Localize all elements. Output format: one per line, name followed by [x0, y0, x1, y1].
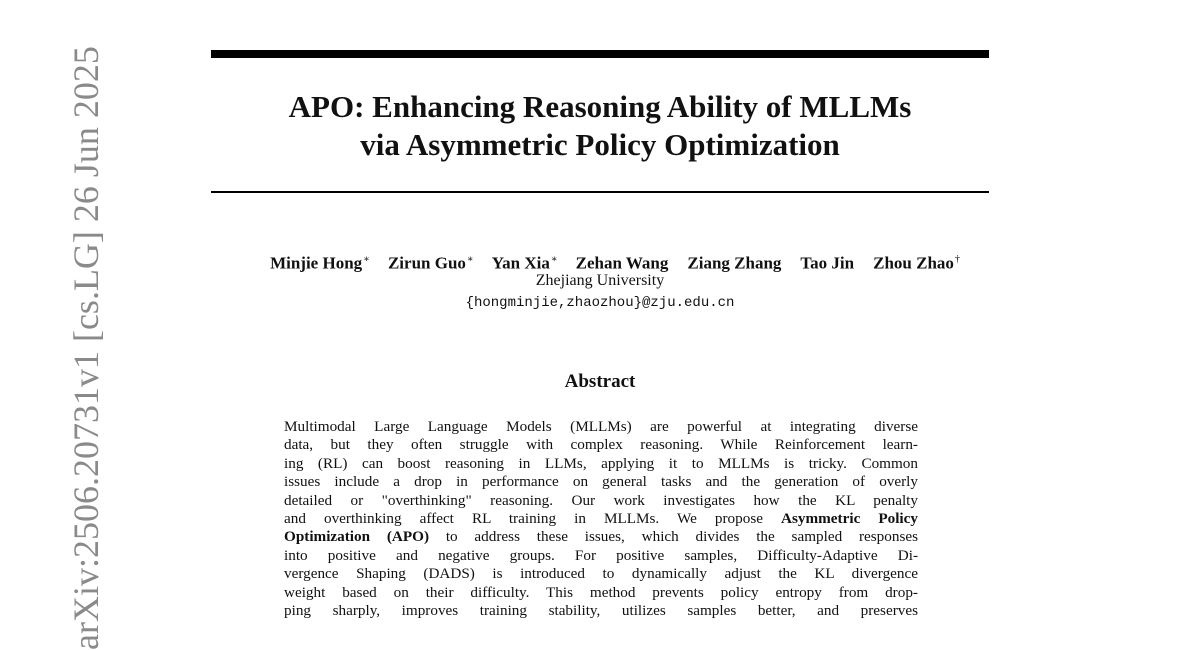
title-top-rule: [211, 50, 989, 58]
abstract-bold-term: Asymmetric Policy: [781, 510, 918, 528]
abstract-text: to address these issues, which divides the sampled responses: [429, 528, 919, 546]
author-mark: †: [954, 254, 960, 265]
abstract-text: into positive and negative groups. For positive samples, Difficulty-Adaptive Di-: [284, 546, 918, 564]
abstract-bold-term: Optimization (APO): [284, 528, 430, 546]
author-name: Yan Xia: [491, 253, 550, 273]
abstract-line: [284, 528, 918, 546]
abstract-line: [284, 547, 918, 565]
abstract-line: [284, 455, 918, 473]
author-mark: ∗: [550, 254, 558, 265]
contact-email[interactable]: {hongminjie,zhaozhou}@zju.edu.cn: [465, 295, 735, 311]
author-mark: ∗: [466, 254, 474, 265]
abstract-line: [284, 510, 918, 528]
author-mark: ∗: [363, 254, 370, 265]
author-name: Tao Jin: [800, 253, 855, 273]
abstract-line: [284, 436, 918, 454]
abstract-text: ping sharply, improves training stability, utilizes samples better, and preserves: [284, 602, 918, 620]
abstract-line: [284, 492, 918, 510]
affiliation: Zhejiang University: [535, 272, 665, 289]
abstract-line: [284, 602, 918, 620]
abstract-text: weight based on their difficulty. This method prevents policy entropy from drop-: [284, 583, 918, 601]
abstract-line: [284, 418, 918, 436]
abstract-line: [284, 584, 918, 602]
title-line-1: APO: Enhancing Reasoning Ability of MLLMs: [288, 89, 912, 124]
abstract-body: [284, 418, 918, 620]
author-name: Zhou Zhao: [873, 253, 954, 273]
author-name: Zirun Guo: [387, 253, 466, 273]
abstract-text: and overthinking affect RL training in MLLMs. We propose: [284, 510, 782, 528]
abstract-text: ing (RL) can boost reasoning in LLMs, applying it to MLLMs is tricky. Common: [284, 454, 918, 472]
arxiv-sidebar-id: arXiv:2506.20731v1 [cs.LG] 26 Jun 2025: [66, 46, 106, 650]
author-name: Ziang Zhang: [687, 253, 782, 273]
abstract-text: Multimodal Large Language Models (MLLMs) are powerful at integrating diverse: [284, 418, 918, 435]
abstract-line: [284, 565, 918, 583]
abstract-text: issues include a drop in performance on general tasks and the generation of overly: [284, 473, 918, 491]
abstract-line: [284, 473, 918, 491]
title-line-2: via Asymmetric Policy Optimization: [360, 127, 840, 162]
author-name: Zehan Wang: [575, 253, 669, 273]
paper-title: [211, 88, 989, 164]
abstract-text: data, but they often struggle with complex reasoning. While Reinforcement learn-: [284, 436, 918, 454]
abstract-heading: Abstract: [564, 371, 636, 392]
title-bottom-rule: [211, 191, 989, 193]
abstract-text: detailed or "overthinking" reasoning. Our work investigates how the KL penalty: [284, 491, 918, 509]
author-name: Minjie Hong: [270, 253, 363, 273]
abstract-text: vergence Shaping (DADS) is introduced to dynamically adjust the KL divergence: [284, 565, 918, 583]
